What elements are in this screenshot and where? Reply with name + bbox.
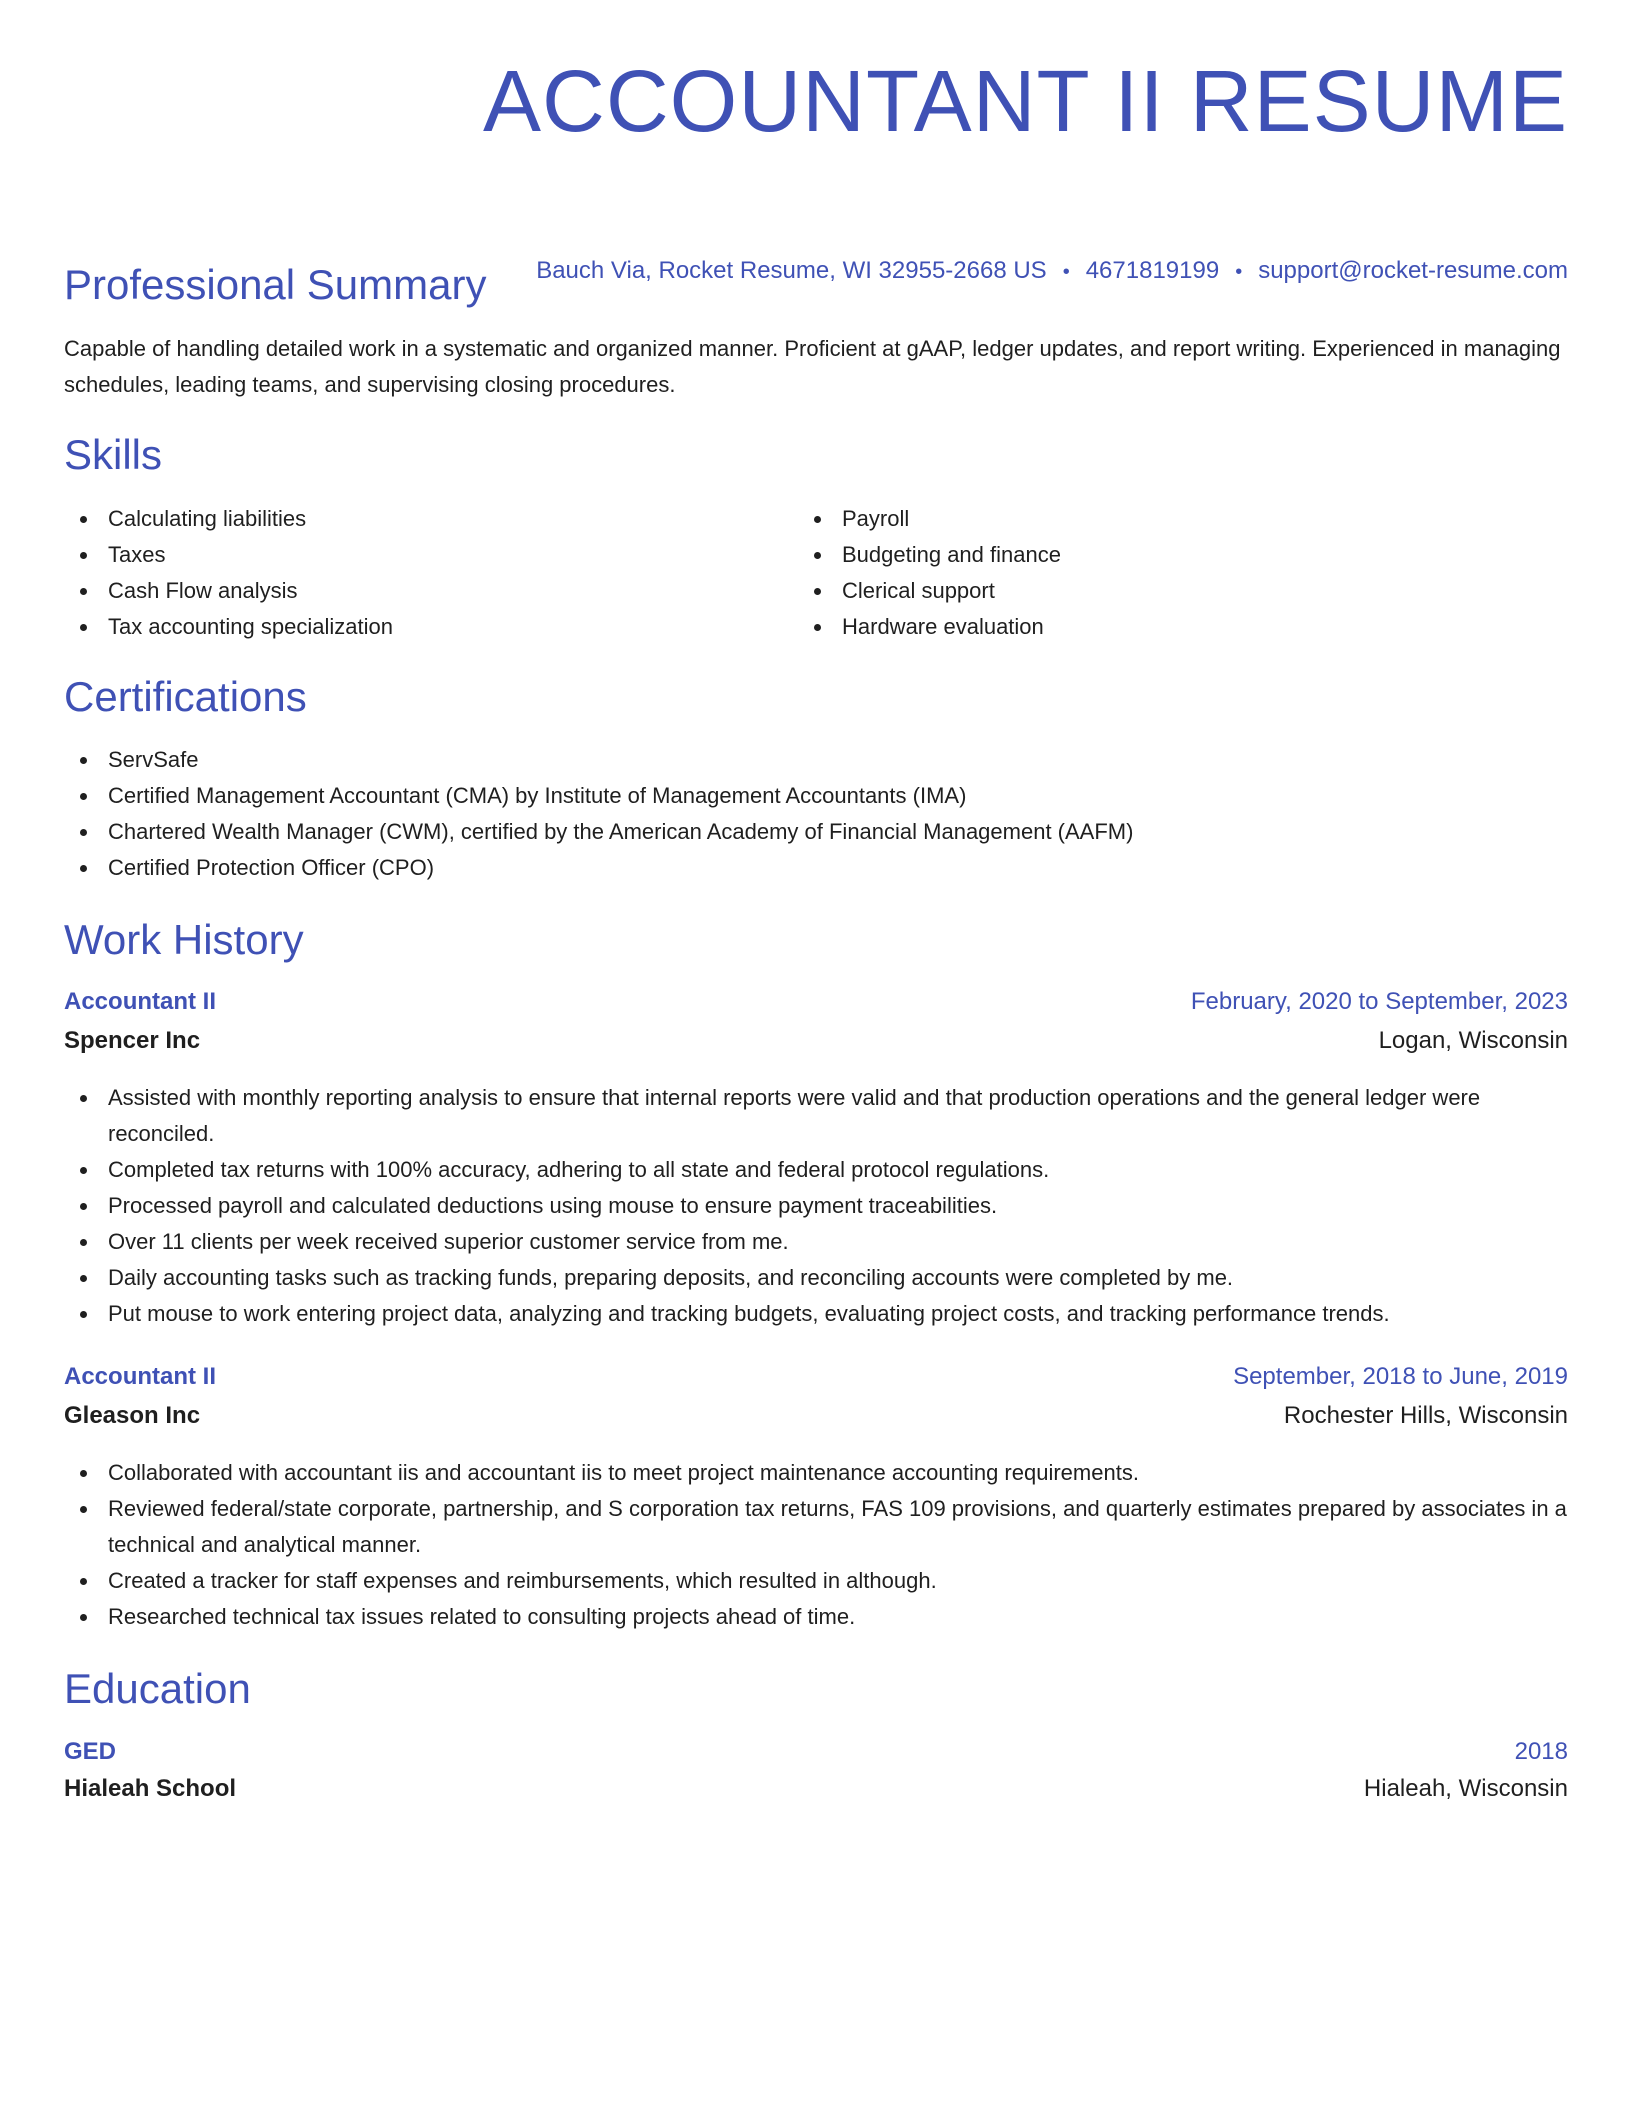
- skill-item: Payroll: [798, 501, 1498, 537]
- resume-title: ACCOUNTANT II RESUME: [482, 53, 1568, 150]
- certification-item: ServSafe: [64, 742, 1568, 778]
- certifications-list: [64, 742, 1568, 886]
- resume-page: [64, 0, 1568, 1802]
- education-school-row: [64, 1775, 1568, 1811]
- education-location: Hialeah, Wisconsin: [1363, 1775, 1568, 1802]
- job-1-bullets: [64, 1080, 1568, 1332]
- job-1-company-row: [64, 1027, 1568, 1063]
- job-title: Accountant II: [64, 988, 217, 1015]
- contact-separator: •: [1062, 261, 1070, 283]
- contact-address: Bauch Via, Rocket Resume, WI 32955-2668 US: [536, 257, 1047, 284]
- job-company: Gleason Inc: [64, 1402, 201, 1429]
- skill-item: Calculating liabilities: [64, 501, 764, 537]
- job-title: Accountant II: [64, 1363, 217, 1390]
- education-heading: Education: [64, 1665, 251, 1712]
- job-1-header: [64, 988, 1568, 1024]
- job-location: Rochester Hills, Wisconsin: [1283, 1402, 1568, 1429]
- summary-text: Capable of handling detailed work in a systematic and organized manner. Proficient at gAAP, ledger updates, and report writing. Experienced in managing schedules, leading teams, and supervising closing procedures.: [64, 336, 1561, 397]
- contact-email[interactable]: support@rocket-resume.com: [1258, 257, 1568, 284]
- job-bullet: Daily accounting tasks such as tracking funds, preparing deposits, and reconciling accounts were completed by me.: [64, 1260, 1568, 1296]
- contact-phone: 4671819199: [1085, 257, 1220, 284]
- job-bullet: Completed tax returns with 100% accuracy, adhering to all state and federal protocol regulations.: [64, 1152, 1568, 1188]
- summary-heading: Professional Summary: [64, 261, 487, 308]
- education-header: [64, 1738, 1568, 1774]
- skill-item: Clerical support: [798, 573, 1498, 609]
- education-degree: GED: [64, 1738, 117, 1765]
- contact-separator: •: [1235, 261, 1243, 283]
- job-dates: September, 2018 to June, 2019: [1233, 1363, 1568, 1390]
- job-bullet: Over 11 clients per week received superior customer service from me.: [64, 1224, 1568, 1260]
- job-2-company-row: [64, 1402, 1568, 1438]
- job-bullet: Created a tracker for staff expenses and reimbursements, which resulted in although.: [64, 1563, 1568, 1599]
- skill-item: Budgeting and finance: [798, 537, 1498, 573]
- skills-list-left: [64, 501, 764, 645]
- job-bullet: Reviewed federal/state corporate, partnership, and S corporation tax returns, FAS 109 provisions, and quarterly estimates prepared by associates in a technical and analytical manner.: [64, 1491, 1568, 1563]
- skill-item: Taxes: [64, 537, 764, 573]
- contact-line: [536, 256, 1568, 287]
- job-bullet: Processed payroll and calculated deductions using mouse to ensure payment traceabilities.: [64, 1188, 1568, 1224]
- job-bullet: Collaborated with accountant iis and accountant iis to meet project maintenance accounting requirements.: [64, 1455, 1568, 1491]
- skills-heading: Skills: [64, 431, 163, 478]
- job-dates: February, 2020 to September, 2023: [1190, 988, 1568, 1015]
- certification-item: Certified Management Accountant (CMA) by Institute of Management Accountants (IMA): [64, 778, 1568, 814]
- work-history-heading: Work History: [64, 916, 304, 963]
- education-school: Hialeah School: [64, 1775, 237, 1802]
- job-2-header: [64, 1363, 1568, 1399]
- certifications-heading: Certifications: [64, 673, 307, 720]
- job-bullet: Researched technical tax issues related to consulting projects ahead of time.: [64, 1599, 1568, 1635]
- certification-item: Certified Protection Officer (CPO): [64, 850, 1568, 886]
- skill-item: Tax accounting specialization: [64, 609, 764, 645]
- job-2-bullets: [64, 1455, 1568, 1635]
- certification-item: Chartered Wealth Manager (CWM), certified by the American Academy of Financial Management (AAFM): [64, 814, 1568, 850]
- job-company: Spencer Inc: [64, 1027, 201, 1054]
- job-bullet: Assisted with monthly reporting analysis to ensure that internal reports were valid and that production operations and the general ledger were reconciled.: [64, 1080, 1568, 1152]
- skills-list-right: [798, 501, 1498, 645]
- skill-item: Hardware evaluation: [798, 609, 1498, 645]
- job-bullet: Put mouse to work entering project data, analyzing and tracking budgets, evaluating project costs, and tracking performance trends.: [64, 1296, 1568, 1332]
- job-location: Logan, Wisconsin: [1378, 1027, 1568, 1054]
- skill-item: Cash Flow analysis: [64, 573, 764, 609]
- education-year: 2018: [1514, 1738, 1568, 1765]
